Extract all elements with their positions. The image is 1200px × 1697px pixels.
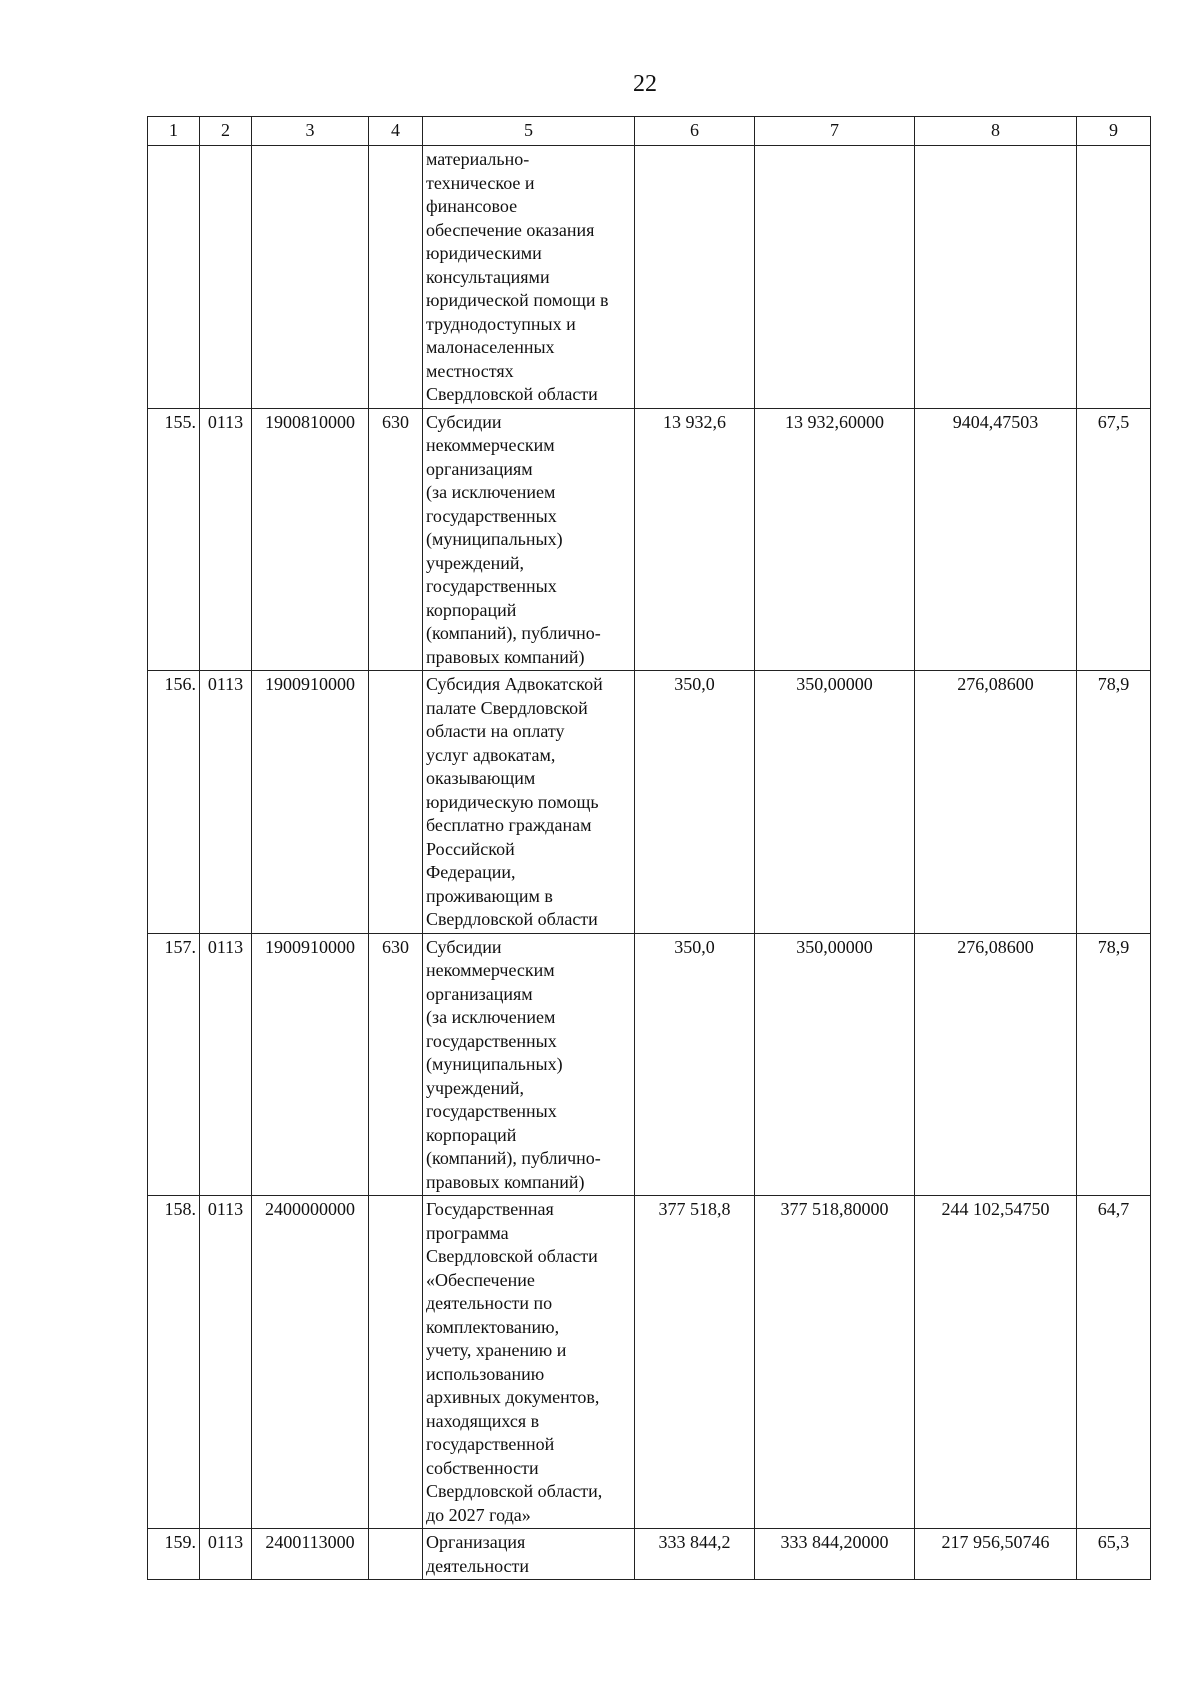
section-code-cell: 0113 (200, 1196, 252, 1529)
specified-amount-cell: 350,00000 (755, 671, 915, 934)
description-cell: Государственная программа Свердловской области «Обеспечение деятельности по комплектованию, учету, хранению и использованию архивных документов, находящихся в государственной собственности Свердловской области, до 2027 года» (423, 1196, 635, 1529)
table-row (148, 671, 1151, 934)
approved-amount-cell: 350,0 (635, 933, 755, 1196)
column-header: 6 (635, 117, 755, 146)
description-cell: материально- техническое и финансовое обеспечение оказания юридическими консультациями юридической помощи в труднодоступных и малонаселенных местностях Свердловской области (423, 146, 635, 409)
specified-amount-cell: 333 844,20000 (755, 1529, 915, 1580)
column-header: 7 (755, 117, 915, 146)
percent-cell: 78,9 (1077, 671, 1151, 934)
approved-amount-cell: 377 518,8 (635, 1196, 755, 1529)
executed-amount-cell: 276,08600 (915, 671, 1077, 934)
section-code-cell: 0113 (200, 408, 252, 671)
target-code-cell: 2400113000 (252, 1529, 369, 1580)
target-code-cell: 2400000000 (252, 1196, 369, 1529)
column-header: 1 (148, 117, 200, 146)
table-row (148, 1529, 1151, 1580)
percent-cell: 78,9 (1077, 933, 1151, 1196)
approved-amount-cell: 13 932,6 (635, 408, 755, 671)
percent-cell: 65,3 (1077, 1529, 1151, 1580)
section-code-cell: 0113 (200, 1529, 252, 1580)
page-number: 22 (633, 71, 657, 97)
column-header: 3 (252, 117, 369, 146)
executed-amount-cell: 276,08600 (915, 933, 1077, 1196)
executed-amount-cell: 244 102,54750 (915, 1196, 1077, 1529)
expense-kind-cell: 630 (369, 408, 423, 671)
row-number-cell: 157. (148, 933, 200, 1196)
row-number-cell: 155. (148, 408, 200, 671)
column-header: 8 (915, 117, 1077, 146)
budget-table (147, 116, 1151, 1580)
executed-amount-cell: 9404,47503 (915, 408, 1077, 671)
header-row (148, 117, 1151, 146)
description-cell: Организация деятельности (423, 1529, 635, 1580)
table-row (148, 933, 1151, 1196)
continuation-row (148, 146, 1151, 409)
description-cell: Субсидия Адвокатской палате Свердловской области на оплату услуг адвокатам, оказывающим юридическую помощь бесплатно гражданам Российской Федерации, проживающим в Свердловской области (423, 671, 635, 934)
specified-amount-cell: 377 518,80000 (755, 1196, 915, 1529)
approved-amount-cell: 350,0 (635, 671, 755, 934)
percent-cell: 67,5 (1077, 408, 1151, 671)
section-code-cell: 0113 (200, 671, 252, 934)
column-header: 5 (423, 117, 635, 146)
specified-amount-cell: 13 932,60000 (755, 408, 915, 671)
expense-kind-cell (369, 1529, 423, 1580)
description-cell: Субсидии некоммерческим организациям (за исключением государственных (муниципальных) учреждений, государственных корпораций (компаний), публично- правовых компаний) (423, 933, 635, 1196)
expense-kind-cell (369, 1196, 423, 1529)
section-code-cell: 0113 (200, 933, 252, 1196)
row-number-cell: 156. (148, 671, 200, 934)
column-header: 4 (369, 117, 423, 146)
description-cell: Субсидии некоммерческим организациям (за исключением государственных (муниципальных) учреждений, государственных корпораций (компаний), публично- правовых компаний) (423, 408, 635, 671)
expense-kind-cell: 630 (369, 933, 423, 1196)
specified-amount-cell: 350,00000 (755, 933, 915, 1196)
column-header: 9 (1077, 117, 1151, 146)
row-number-cell: 158. (148, 1196, 200, 1529)
executed-amount-cell: 217 956,50746 (915, 1529, 1077, 1580)
column-header: 2 (200, 117, 252, 146)
target-code-cell: 1900910000 (252, 671, 369, 934)
table-row (148, 1196, 1151, 1529)
expense-kind-cell (369, 671, 423, 934)
approved-amount-cell: 333 844,2 (635, 1529, 755, 1580)
percent-cell: 64,7 (1077, 1196, 1151, 1529)
target-code-cell: 1900910000 (252, 933, 369, 1196)
row-number-cell: 159. (148, 1529, 200, 1580)
target-code-cell: 1900810000 (252, 408, 369, 671)
table-row (148, 408, 1151, 671)
